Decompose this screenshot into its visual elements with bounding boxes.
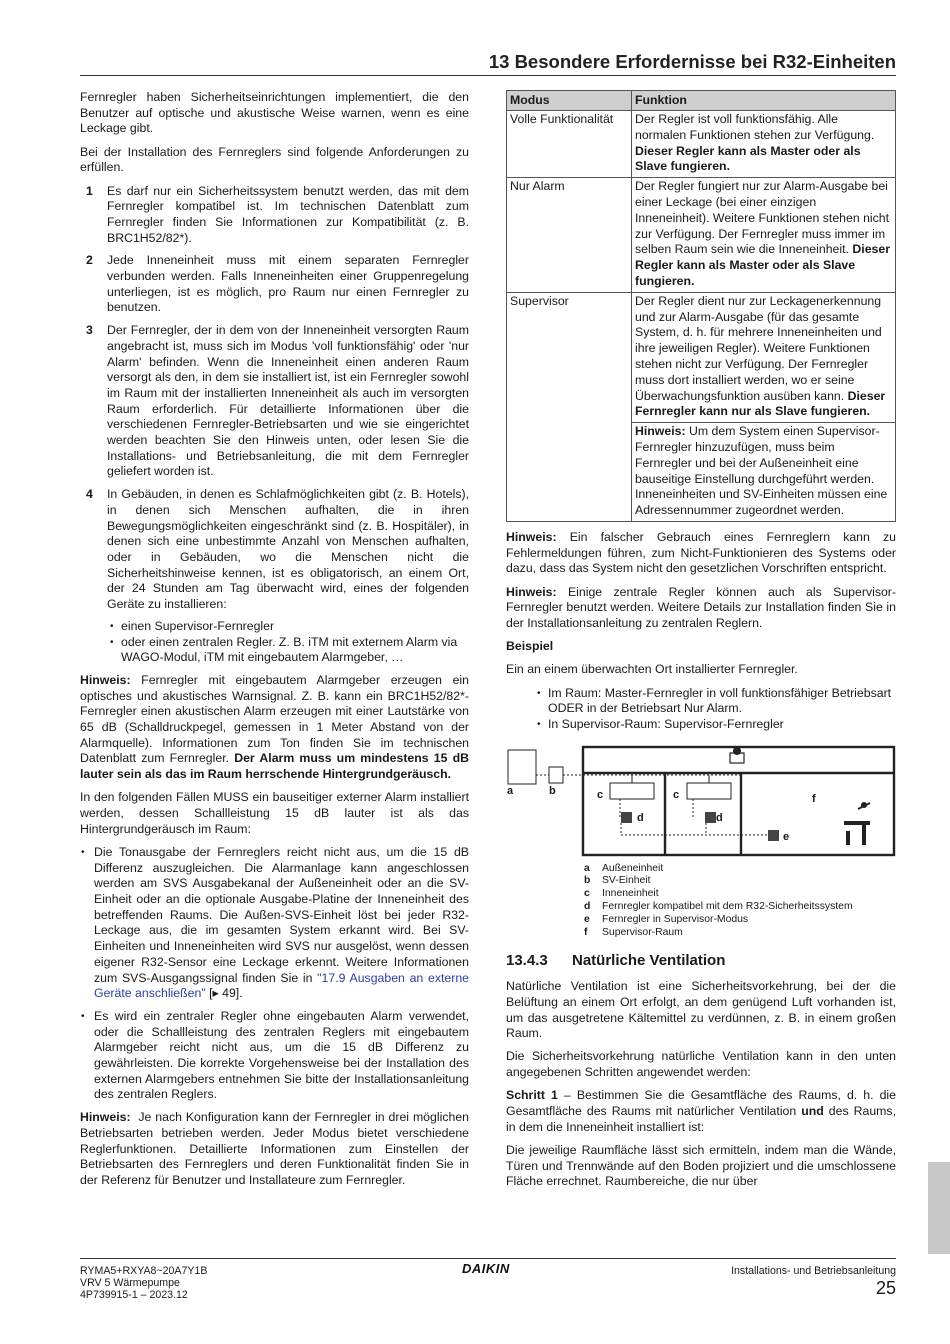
function-note-cell: Hinweis: Um dem System einen Supervisor-Fernregler hinzuzufügen, muss beim Fernregler und bei der Außeneinheit eine bauseitige Einstellung durchgeführt werden. Inneneinheiten und SV-Einheiten müssen eine Adressennummer zugeordnet werden. — [632, 423, 896, 522]
legend-row: a Außeneinheit — [584, 862, 664, 874]
diagram-label-a: a — [507, 784, 514, 797]
diagram-label-f: f — [812, 792, 816, 805]
installation-diagram — [506, 745, 896, 863]
sv-unit — [549, 767, 563, 783]
step-1: Schritt 1 – Bestimmen Sie die Gesamtfläche des Raums, d. h. die Gesamtfläche des Raums mit natürlicher Ventilation und des Raums, in dem die Inneneinheit installiert ist: — [506, 1088, 897, 1134]
diagram-label-d: d — [637, 811, 644, 824]
right-column — [506, 90, 896, 1198]
legend-row: c Inneneinheit — [584, 888, 659, 900]
indoor-unit — [610, 783, 654, 799]
legend-row: e Fernregler in Supervisor-Modus — [584, 913, 749, 925]
column-header: Modus — [507, 91, 632, 111]
cross-reference-link[interactable]: "17.9 Ausgaben an externe Geräte anschließen" — [94, 970, 470, 1001]
list-item: 2 Jede Inneneinheit muss mit einem separaten Fernregler verbunden werden. Falls Inneneinheiten einer Gruppenregelung unterliegen, ist es möglich, pro Raum nur einen Fernregler zu benutzen. — [86, 253, 469, 315]
room-area-paragraph: Die jeweilige Raumfläche lässt sich ermitteln, indem man die Wände, Türen und Trennwände auf den Boden projiziert und die umschlossene Fläche errechnet. Raumbereiche, die nur über — [506, 1142, 896, 1189]
table-header-row — [507, 91, 896, 111]
list-item: 4 In Gebäuden, in denen es Schlafmöglichkeiten gibt (z. B. Hotels), in denen sich Menschen aufhalten, die in ihren Bewegungsmöglichkeiten eingeschränkt sind (z. B. Hospitäler), in denen sich eine unbestimmte Anzahl von Menschen aufhalten, oder in Gebäuden, wo die Menschen nicht die Sicherheitshinweise kennen, ist es obligatorisch, an einem Ort, der 24 Stunden am Tag überwacht wird, eines der folgenden Geräte zu installieren: • einen Supervisor-Fernregler • oder einen zentralen Regler. Z. B. iTM mit externem Alarm via WAGO-Modul, iTM mit eingebautem Alarmgeber, … — [80, 487, 469, 666]
modes-table — [506, 90, 896, 522]
column-header: Funktion — [632, 91, 896, 111]
list-item: • einen Supervisor-Fernregler — [107, 619, 469, 635]
legend-row: d Fernregler kompatibel mit dem R32-Sicherheitssystem — [584, 901, 853, 913]
function-cell: Der Regler fungiert nur zur Alarm-Ausgabe bei einer Leckage (bei einer einzigen Inneneinheit). Weitere Funktionen stehen nicht zur Verfügung. Der Fernregler muss immer im selben Raum sein wie die Inneneinheit. Dieser Regler kann als Master oder als Slave fungieren. — [632, 178, 896, 293]
section-heading: 13.4.3 Natürliche Ventilation — [506, 952, 726, 970]
diagram-label-d: d — [716, 811, 723, 824]
page-title: 13 Besondere Erfordernisse bei R32-Einheiten — [488, 51, 896, 72]
document-number: 4P739915-1 – 2023.12 — [80, 1289, 188, 1302]
note-modes: Hinweis: Je nach Konfiguration kann der Fernregler in drei möglichen Betriebsarten betrieben werden. Jeder Modus bietet verschiedene Reglerfunktionen. Detaillierte Informationen zum Einstellen der Betriebsarten des Fernreglers und deren Funktionalität finden Sie in der Referenz für Benutzer und Installateure zum Fernregler. — [80, 1110, 473, 1187]
manual-title: Installations- und Betriebsanleitung — [731, 1265, 896, 1277]
intro-paragraph: Fernregler haben Sicherheitseinrichtungen implementiert, die den Benutzer auf optische und akustische Weise warnen, wenn es eine Leckage gibt. — [80, 90, 469, 136]
ventilation-paragraph: Natürliche Ventilation ist eine Sicherheitsvorkehrung, bei der die Belüftung an einem Ort erfolgt, an dem genügend Luft vorhanden ist, um das ausgetretene Kältemittel zu verdünnen, z. B. in einem großen Raum. — [506, 979, 896, 1041]
example-list — [534, 686, 896, 733]
model-code: RYMA5+RXYA8~20A7Y1B — [80, 1265, 208, 1277]
list-item: • Es wird ein zentraler Regler ohne eingebauten Alarm verwendet, oder die Schallleistung des zentralen Reglers mit eingebautem Alarmgeber reicht nicht aus, um die 15 dB Differenz zu gewährleisten. Die korrekte Vorgehensweise bei der Installation des externen Alarmgebers entnehmen Sie bitte der Installationsanleitung des zentralen Reglers. — [80, 1009, 469, 1103]
requirements-intro: Bei der Installation des Fernreglers sind folgende Anforderungen zu erfüllen. — [80, 144, 469, 175]
desk-icon — [844, 821, 870, 825]
list-item: • Im Raum: Master-Fernregler in voll funktionsfähiger Betriebsart ODER in der Betriebsart Nur Alarm. — [534, 686, 896, 717]
example-heading: Beispiel — [506, 639, 554, 654]
note-alarm: Hinweis: Fernregler mit eingebautem Alarmgeber erzeugen ein optisches und akustisches Warnsignal. Z. B. kann ein BRC1H52/82*-Fernregler einen akustischen Alarm erzeugen mit einer Lautstärke von 65 dB (Schalldruckpegel, gemessen in 1 Meter Abstand von der Alarmquelle). Informationen zum Ton finden Sie im technischen Datenblatt zum Fernregler. Der Alarm muss um mindestens 15 dB lauter sein als das im Raum herrschende Hintergrundgeräusch. — [80, 672, 469, 782]
mode-cell: Volle Funktionalität — [507, 111, 632, 178]
indoor-unit — [687, 783, 731, 799]
list-item: • Die Tonausgabe der Fernreglers reicht nicht aus, um die 15 dB Differenz auszugleichen. Die Alarmanlage kann angeschlossen werden am SVS Ausgabekanal der Außeneinheit oder an die SV-Einheit oder an die optionale Ausgabe-Platine der Inneneinheit des betreffenden Raums. Die Außen-SVS-Einheit löst bei jeder R32-Leckage aus, die im gesamten System erkannt wird. Bei SV-Einheiten und Inneneinheiten wird SVS nur ausgelöst, wenn dessen eigener R32-Sensor eine Leckage erkennt. Weitere Informationen zum SVS-Ausgangssignal finden Sie in "17.9 Ausgaben an externe Geräte anschließen" [▸ 49]. — [80, 845, 469, 1002]
legend-row: b SV-Einheit — [584, 875, 651, 887]
product-name: VRV 5 Wärmepumpe — [80, 1277, 180, 1290]
list-item: • oder einen zentralen Regler. Z. B. iTM mit externem Alarm via WAGO-Modul, iTM mit eingebautem Alarmgeber, … — [107, 635, 469, 666]
external-alarm-intro: In den folgenden Fällen MUSS ein bauseitiger externer Alarm installiert werden, dessen Schallleistung 15 dB lauter ist als das Hintergrundgeräusch im Raum: — [80, 790, 469, 836]
external-alarm-cases — [80, 845, 469, 1103]
diagram-svg — [506, 745, 896, 863]
list-item: 3 Der Fernregler, der in dem von der Inneneinheit versorgten Raum angebracht ist, muss sich im Modus 'voll funktionsfähig' oder 'nur Alarm' befinden. Wenn die Inneneinheit einen anderen Raum versorgt als den, in dem sie installiert ist, ist ein Fernregler sowohl im Raum mit der installierten Inneneinheit als auch im versorgten Raum erforderlich. Für detaillierte Informationen über die verschiedenen Fernregler-Betriebsarten und wie sie eingerichtet werden beachten Sie den Hinweis unten, oder lesen Sie die Installations- und Betriebsanleitung, die mit dem Fernregler geliefert worden ist. — [86, 323, 469, 479]
diagram-label-e: e — [783, 830, 790, 843]
note-misuse: Hinweis: Ein falscher Gebrauch eines Fernreglern kann zu Fehlermeldungen führen, zum Nicht-Funktionieren des Systems oder dazu, dass das System nicht den gesetzlichen Vorschriften entspricht. — [506, 529, 896, 576]
outdoor-unit — [508, 750, 536, 784]
list-item: • In Supervisor-Raum: Supervisor-Fernregler — [534, 717, 896, 733]
legend-row: f Supervisor-Raum — [584, 926, 683, 938]
remote-controller-icon — [621, 812, 632, 823]
page-number: 25 — [875, 1278, 896, 1299]
example-text: Ein an einem überwachten Ort installierter Fernregler. — [506, 662, 798, 677]
supervisor-controller-icon — [768, 830, 779, 841]
remote-controller-icon — [705, 812, 716, 823]
device-options-list — [107, 619, 469, 666]
left-column — [80, 90, 473, 1196]
requirements-list — [80, 184, 469, 666]
diagram-legend — [584, 863, 896, 940]
page-header — [80, 46, 896, 76]
table-row — [507, 111, 896, 178]
daikin-logo: DAIKIN — [462, 1261, 510, 1276]
mode-cell: Supervisor — [507, 292, 632, 521]
diagram-label-c: c — [673, 788, 680, 801]
table-row — [507, 178, 896, 293]
function-cell: Der Regler dient nur zur Leckagenerkennung und zur Alarm-Ausgabe (für das gesamte System, d. h. für mehrere Inneneinheiten und ihre jeweiligen Regler). Weitere Funktionen stehen nicht zur Verfügung. Der Fernregler muss dort installiert werden, wo er seine Überwachungsfunktion ausüben kann. Dieser Fernregler kann nur als Slave fungieren. — [632, 292, 896, 422]
page-footer — [80, 1258, 896, 1302]
ventilation-steps-intro: Die Sicherheitsvorkehrung natürliche Ventilation kann in den unten angegebenen Schritten angewendet werden: — [506, 1049, 896, 1080]
function-cell: Der Regler ist voll funktionsfähig. Alle normalen Funktionen stehen zur Verfügung. Dieser Regler kann als Master oder als Slave fungieren. — [632, 111, 896, 178]
footer-right — [731, 1265, 896, 1298]
note-central-controllers: Hinweis: Einige zentrale Regler können auch als Supervisor-Fernregler benutzt werden. Weitere Details zur Installation finden Sie in der Installationsanleitung zu zentralen Reglern. — [506, 584, 896, 630]
mode-cell: Nur Alarm — [507, 178, 632, 293]
diagram-label-b: b — [549, 784, 556, 797]
gear-icon — [733, 747, 741, 755]
table-row — [507, 292, 896, 422]
chapter-tab — [928, 1162, 950, 1254]
footer-left — [80, 1265, 207, 1302]
list-item: 1 Es darf nur ein Sicherheitssystem benutzt werden, das mit dem Fernregler kompatibel ist. Im technischen Datenblatt zum Fernregler finden Sie Informationen zur Kompatibilität (z. B. BRC1H52/82*). — [86, 183, 469, 245]
diagram-label-c: c — [597, 788, 604, 801]
